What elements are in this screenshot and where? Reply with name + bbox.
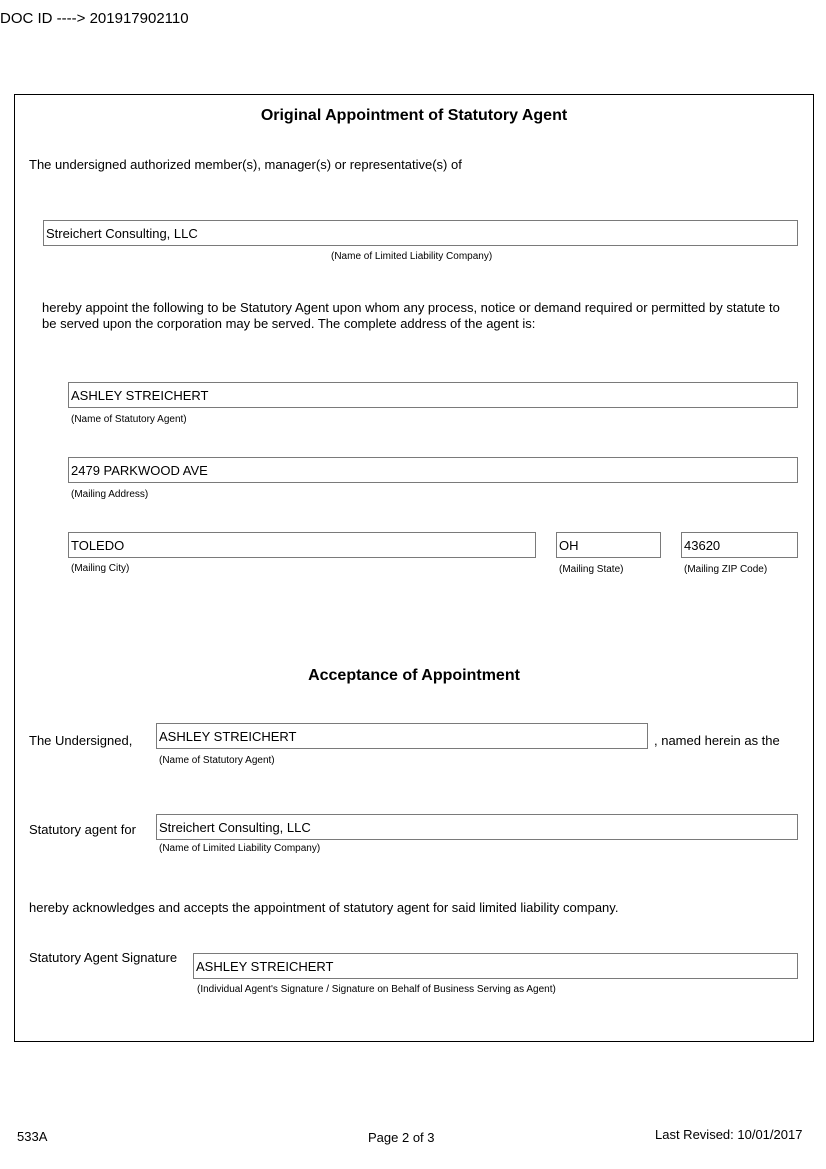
- mailing-city-caption: (Mailing City): [71, 563, 130, 574]
- signature-field[interactable]: ASHLEY STREICHERT: [193, 953, 798, 979]
- appointment-title: Original Appointment of Statutory Agent: [260, 107, 568, 124]
- mailing-address-field[interactable]: 2479 PARKWOOD AVE: [68, 457, 798, 483]
- mailing-state-field[interactable]: OH: [556, 532, 661, 558]
- mailing-state-caption: (Mailing State): [559, 564, 624, 575]
- signature-label: Statutory Agent Signature: [29, 950, 178, 965]
- page-number: Page 2 of 3: [368, 1130, 435, 1145]
- acceptance-title: Acceptance of Appointment: [308, 667, 520, 684]
- agent-name-caption: (Name of Statutory Agent): [71, 414, 187, 425]
- last-revised: Last Revised: 10/01/2017: [655, 1127, 803, 1142]
- llc-name-caption: (Name of Limited Liability Company): [331, 251, 493, 262]
- accept-llc-name-field[interactable]: Streichert Consulting, LLC: [156, 814, 798, 840]
- acknowledge-text: hereby acknowledges and accepts the appointment of statutory agent for said limited liability company.: [29, 900, 619, 915]
- agent-for-label: Statutory agent for: [29, 822, 136, 837]
- accept-agent-name-caption: (Name of Statutory Agent): [159, 755, 275, 766]
- appointment-intro: The undersigned authorized member(s), manager(s) or representative(s) of: [29, 157, 462, 172]
- mailing-city-field[interactable]: TOLEDO: [68, 532, 536, 558]
- appoint-text: hereby appoint the following to be Statutory Agent upon whom any process, notice or demand required or permitted by statute to be served upon the corporation may be served. The complete address of the agent is:: [42, 300, 780, 331]
- agent-name-field[interactable]: ASHLEY STREICHERT: [68, 382, 798, 408]
- mailing-zip-field[interactable]: 43620: [681, 532, 798, 558]
- llc-name-field[interactable]: Streichert Consulting, LLC: [43, 220, 798, 246]
- mailing-address-caption: (Mailing Address): [71, 489, 149, 500]
- accept-llc-name-caption: (Name of Limited Liability Company): [159, 843, 321, 854]
- undersigned-label: The Undersigned,: [29, 733, 133, 748]
- named-herein-text: , named herein as the: [654, 733, 780, 748]
- signature-caption: (Individual Agent's Signature / Signature on Behalf of Business Serving as Agent): [197, 984, 556, 995]
- doc-id: DOC ID ----> 201917902110: [0, 10, 189, 27]
- form-number: 533A: [17, 1129, 48, 1144]
- mailing-zip-caption: (Mailing ZIP Code): [684, 564, 768, 575]
- accept-agent-name-field[interactable]: ASHLEY STREICHERT: [156, 723, 648, 749]
